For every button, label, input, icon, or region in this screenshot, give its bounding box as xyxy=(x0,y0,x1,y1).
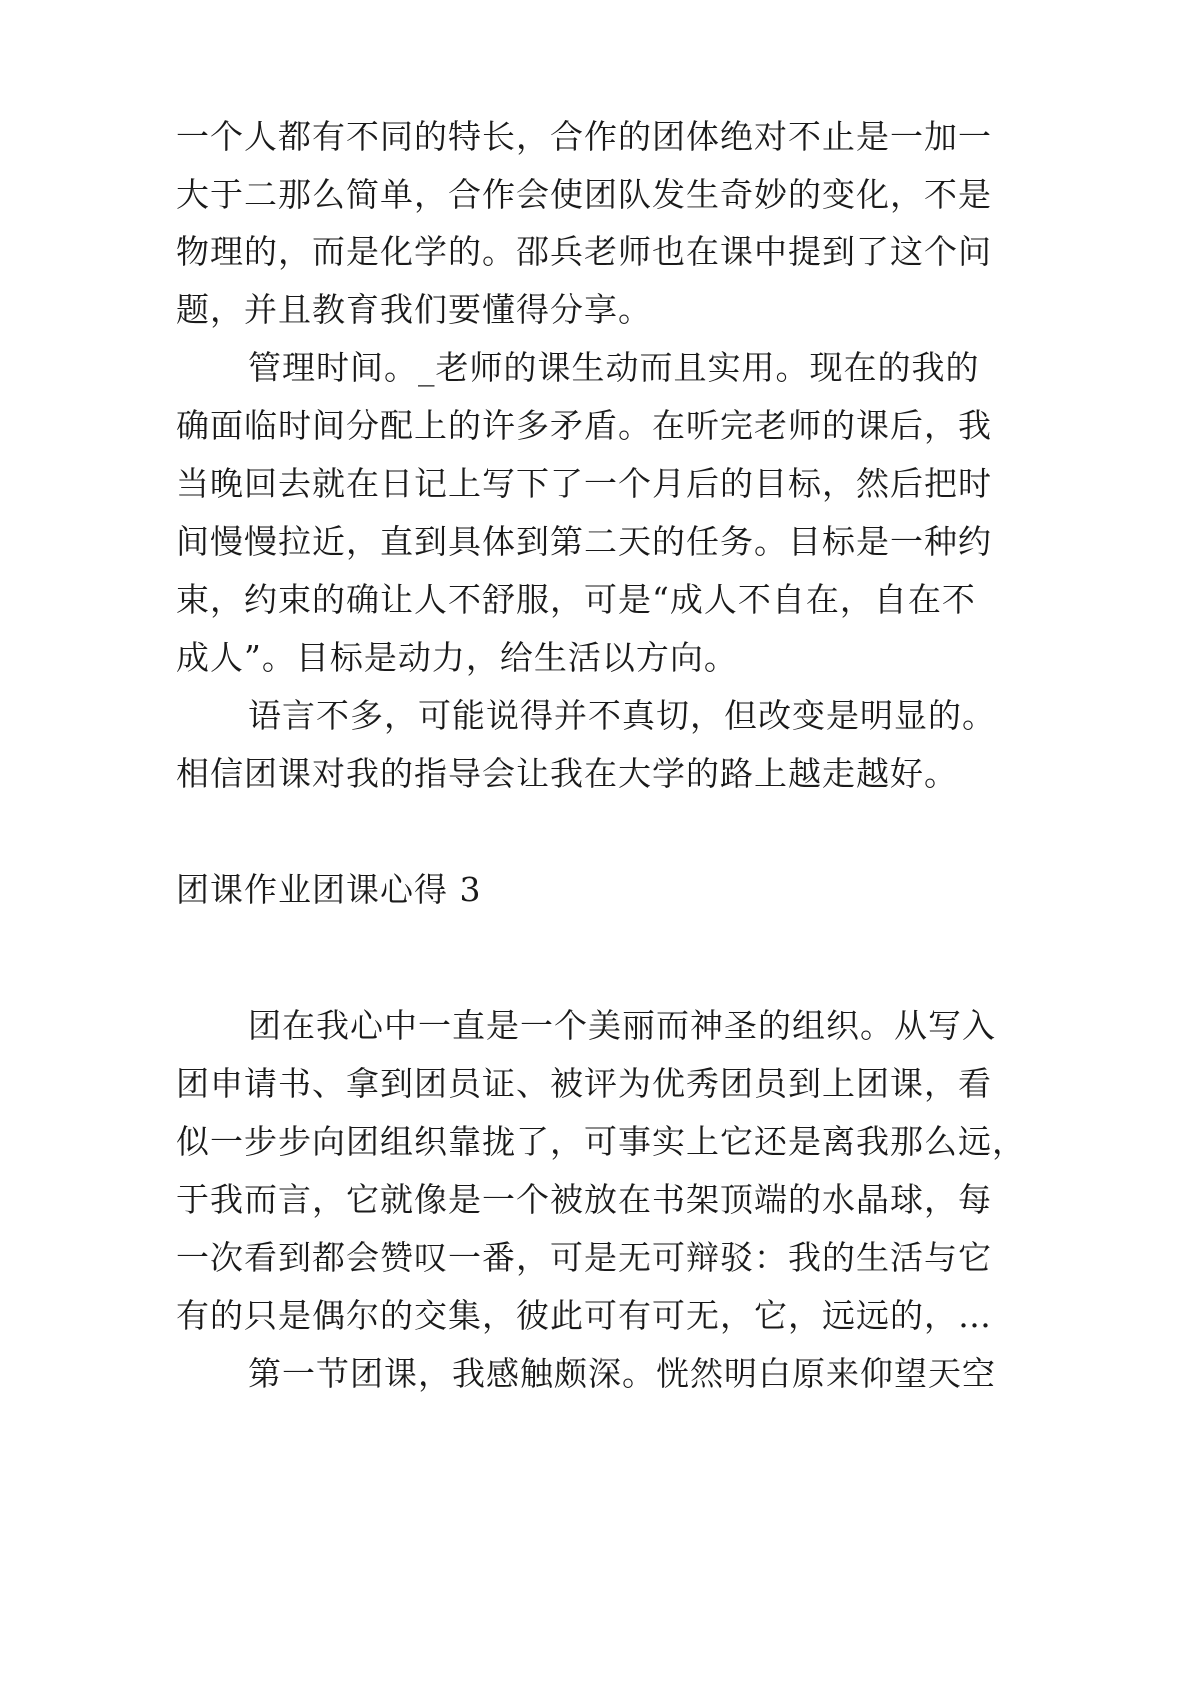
section-heading: 团课作业团课心得 3 xyxy=(176,870,482,909)
paragraph-line: 第一节团课，我感触颇深。恍然明白原来仰望天空 xyxy=(248,1354,996,1393)
paragraph-line: 管理时间。_老师的课生动而且实用。现在的我的 xyxy=(248,348,980,387)
paragraph-line: 语言不多，可能说得并不真切，但改变是明显的。 xyxy=(248,696,996,735)
paragraph-line: 团在我心中一直是一个美丽而神圣的组织。从写入 xyxy=(248,1006,996,1045)
paragraph-line: 有的只是偶尔的交集，彼此可有可无，它，远远的，… xyxy=(176,1296,992,1335)
paragraph-line: 当晚回去就在日记上写下了一个月后的目标，然后把时 xyxy=(176,464,992,503)
paragraph-line: 一次看到都会赞叹一番，可是无可辩驳：我的生活与它 xyxy=(176,1238,992,1277)
paragraph-line: 确面临时间分配上的许多矛盾。在听完老师的课后，我 xyxy=(176,406,992,445)
paragraph-line: 题，并且教育我们要懂得分享。 xyxy=(176,290,652,329)
paragraph-line: 团申请书、拿到团员证、被评为优秀团员到上团课，看 xyxy=(176,1064,992,1103)
paragraph-line: 束，约束的确让人不舒服，可是“成人不自在，自在不 xyxy=(176,580,976,619)
paragraph-line: 一个人都有不同的特长，合作的团体绝对不止是一加一 xyxy=(176,117,992,156)
paragraph-line: 于我而言，它就像是一个被放在书架顶端的水晶球，每 xyxy=(176,1180,992,1219)
paragraph-line: 间慢慢拉近，直到具体到第二天的任务。目标是一种约 xyxy=(176,522,992,561)
paragraph-line: 大于二那么简单，合作会使团队发生奇妙的变化，不是 xyxy=(176,175,992,214)
paragraph-line: 似一步步向团组织靠拢了，可事实上它还是离我那么远， xyxy=(176,1122,1026,1161)
paragraph-line: 物理的，而是化学的。邵兵老师也在课中提到了这个问 xyxy=(176,232,992,271)
paragraph-line: 相信团课对我的指导会让我在大学的路上越走越好。 xyxy=(176,754,958,793)
paragraph-line: 成人”。目标是动力，给生活以方向。 xyxy=(176,638,738,677)
